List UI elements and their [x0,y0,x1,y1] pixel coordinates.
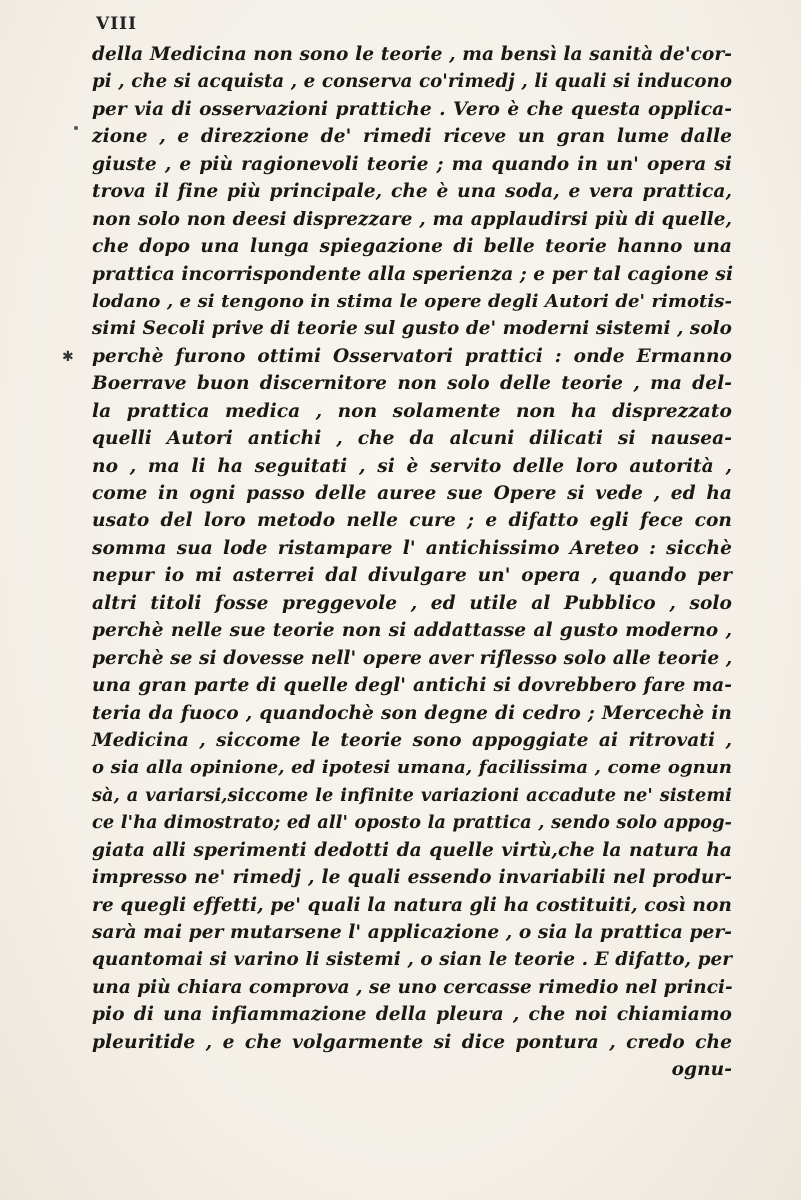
text-line: la prattica medica , non solamente non ha disprezzato [92,400,732,422]
text-line: ce l'ha dimostrato; ed all' oposto la prattica , sendo solo appog- [92,812,732,834]
text-line: nepur io mi asterrei dal divulgare un' opera , quando per [92,565,732,587]
text-line: no , ma li ha seguitati , si è servito delle loro autorità , [92,455,732,477]
text-line: altri titoli fosse preggevole , ed utile al Pubblico , solo [92,592,732,614]
text-line: una più chiara comprova , se uno cercasse rimedio nel princi- [92,976,733,998]
text-line: zione , e direzzione de' rimedi riceve un gran lume dalle [92,126,732,148]
body-text [92,41,732,1084]
text-line: pi , che si acquista , e conserva co'rimedj , li quali si inducono [92,71,732,93]
text-line: che dopo una lunga spiegazione di belle teorie hanno una [92,236,732,258]
text-line: quelli Autori antichi , che da alcuni dilicati si nausea- [92,428,732,450]
text-line: sarà mai per mutarsene l' applicazione , o sia la prattica per- [92,922,732,943]
text-line: perchè furono ottimi Osservatori prattici : onde Ermanno [92,345,732,367]
text-line: lodano , e si tengono in stima le opere degli Autori de' rimotis- [92,290,732,312]
margin-dot [74,126,78,130]
text-line: prattica incorrispondente alla sperienza ; e per tal cagione si [92,263,734,285]
text-line: trova il fine più principale, che è una soda, e vera prattica, [92,181,732,203]
text-line: re quegli effetti, pe' quali la natura gli ha costituiti, così non [92,894,732,916]
catchword: ognu- [671,1059,732,1081]
text-line: impresso ne' rimedj , le quali essendo invariabili nel produr- [92,867,732,889]
text-line: quantomai si varino li sistemi , o sian le teorie . E difatto, per [92,949,732,971]
text-line: usato del loro metodo nelle cure ; e difatto egli fece con [92,510,732,532]
text-line: pio di una infiammazione della pleura , che noi chiamiamo [92,1004,732,1026]
text-line: perchè se si dovesse nell' opere aver riflesso solo alle teorie , [92,647,733,669]
text-line: somma sua lode ristampare l' antichissimo Areteo : sicchè [92,537,732,559]
text-line: sà, a variarsi,siccome le infinite variazioni accadute ne' sistemi [92,784,732,806]
text-line: Boerrave buon discernitore non solo delle teorie , ma del- [92,373,732,395]
text-line: o sia alla opinione, ed ipotesi umana, facilissima , come ognun [92,757,732,779]
text-line: pleuritide , e che volgarmente si dice pontura , credo che [92,1031,732,1053]
text-line: per via di osservazioni prattiche . Vero è che questa opplica- [92,98,732,120]
text-line: della Medicina non sono le teorie , ma bensì la sanità de'cor- [92,44,732,65]
text-line: giuste , e più ragionevoli teorie ; ma quando in un' opera si [92,153,732,175]
text-line: non solo non deesi disprezzare , ma applaudirsi più di quelle, [92,208,732,230]
page-number: VIII [96,14,138,34]
text-line: giata alli sperimenti dedotti da quelle virtù,che la natura ha [92,839,732,861]
margin-mark: ✱ [62,349,74,365]
text-line: perchè nelle sue teorie non si addattasse al gusto moderno , [92,620,732,642]
text-line: simi Secoli prive di teorie sul gusto de' moderni sistemi , solo [92,318,732,340]
text-line: teria da fuoco , quandochè son degne di cedro ; Mercechè in [92,702,732,724]
text-line: come in ogni passo delle auree sue Opere si vede , ed ha [92,483,732,504]
text-line: una gran parte di quelle degl' antichi si dovrebbero fare ma- [92,675,732,697]
text-line: Medicina , siccome le teorie sono appoggiate ai ritrovati , [92,729,732,751]
